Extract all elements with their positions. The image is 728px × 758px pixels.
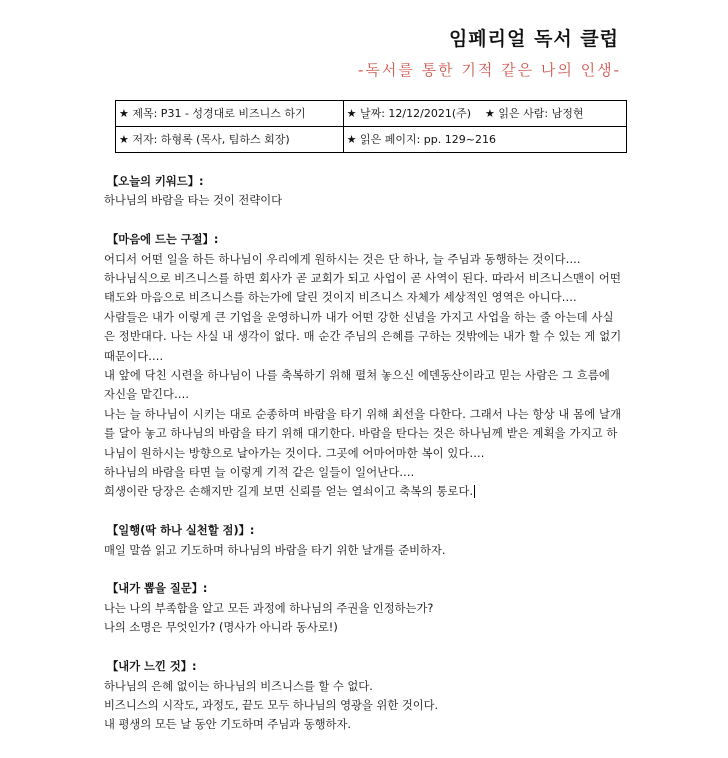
questions-section [104, 579, 624, 637]
info-row [116, 127, 627, 153]
reader-text: ★ 읽은 사람: 남정현 [485, 107, 584, 120]
quote-paragraph: 나는 늘 하나님이 시키는 대로 순종하며 바람을 타기 위해 최선을 다한다. 그래서 나는 항상 내 몸에 날개를 달아 놓고 하나님의 바람을 타기 위해 대기한다. 바람을 탄다는 것은 하나님께 받은 계획을 가지고 하나님이 원하시는 방향으로 날아가는 것이다. 그곳에 어마어마한 복이 있다.... [104, 407, 622, 460]
feeling-line: 하나님의 은혜 없이는 하나님의 비즈니스를 할 수 없다. [104, 679, 373, 693]
quotes-heading: 【마음에 드는 구절】: [107, 233, 219, 247]
document-subtitle: -독서를 통한 기적 같은 나의 인생- [357, 61, 621, 79]
pages-cell: ★ 읽은 페이지: pp. 129~216 [343, 127, 626, 153]
keyword-line: 하나님의 바람을 타는 것이 전략이다 [104, 194, 283, 208]
quote-paragraph: 하나님의 바람을 타면 늘 이렇게 기적 같은 일들이 일어난다.... [104, 466, 415, 480]
questions-heading: 【내가 뽑을 질문】: [107, 582, 208, 596]
action-heading: 【일행(딱 하나 실천할 점)】: [107, 524, 255, 538]
author-cell: ★ 저자: 하형록 (목사, 팀하스 회장) [116, 127, 344, 153]
book-title-cell: ★ 제목: P31 - 성경대로 비즈니스 하기 [116, 101, 344, 127]
question-line: 나는 나의 부족함을 알고 모든 과정에 하나님의 주권을 인정하는가? [104, 601, 434, 615]
quotes-section [104, 230, 624, 502]
date-text: ★ 날짜: 12/12/2021(주) [346, 107, 472, 120]
quote-paragraph: 하나님식으로 비즈니스를 하면 회사가 곧 교회가 되고 사업이 곧 사역이 된다. 따라서 비즈니스맨이 어떤 태도와 마음으로 비즈니스를 하는가에 달린 것이지 비즈니스 자체가 세상적인 영역은 아니다.... [104, 272, 622, 305]
date-reader-cell [343, 101, 626, 127]
info-table [115, 100, 627, 153]
quote-paragraph: 어디서 어떤 일을 하든 하나님이 우리에게 원하시는 것은 단 하나, 늘 주님과 동행하는 것이다.... [104, 252, 581, 266]
action-line: 매일 말씀 읽고 기도하며 하나님의 바람을 타기 위한 날개를 준비하자. [104, 543, 446, 557]
text-cursor[interactable]: 희생이란 당장은 손해지만 길게 보면 신뢰를 얻는 열쇠이고 축복의 통로다. [104, 485, 474, 499]
info-row [116, 101, 627, 127]
feelings-section [104, 657, 624, 735]
keyword-heading: 【오늘의 키워드】: [107, 175, 204, 188]
feeling-line: 비즈니스의 시작도, 과정도, 끝도 모두 하나님의 영광을 위한 것이다. [104, 698, 439, 712]
quote-paragraph [104, 482, 624, 501]
document-body [104, 172, 624, 754]
document-title: 임페리얼 독서 클럽 [448, 28, 619, 50]
keyword-section [104, 172, 624, 211]
question-line: 나의 소명은 무엇인가? (명사가 아니라 동사로!) [104, 621, 338, 635]
action-section [104, 521, 624, 560]
quote-paragraph: 내 앞에 닥친 시련을 하나님이 나를 축복하기 위해 펼쳐 놓으신 에덴동산이라고 믿는 사람은 그 흐름에 자신을 맡긴다.... [104, 369, 610, 402]
feeling-line: 내 평생의 모든 날 동안 기도하며 주님과 동행하자. [104, 718, 351, 732]
quote-paragraph: 사람들은 내가 이렇게 큰 기업을 운영하니까 내가 어떤 강한 신념을 가지고 사업을 하는 줄 아는데 사실은 정반대다. 나는 사실 내 생각이 없다. 매 순간 주님의 은혜를 구하는 것밖에는 내가 할 수 있는 게 없기 때문이다.... [104, 310, 622, 363]
feelings-heading: 【내가 느낀 것】: [107, 660, 197, 674]
